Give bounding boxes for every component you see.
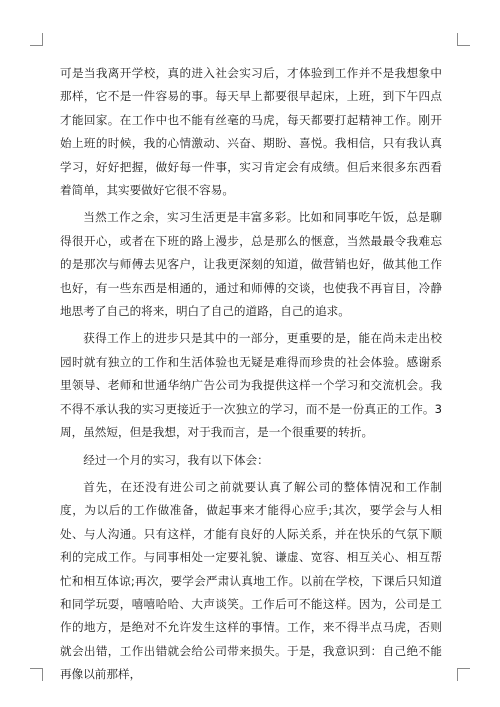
paragraph-2: 当然工作之余，实习生活更是丰富多彩。比如和同事吃午饭，总是聊得很开心，或者在下班的路上漫步，总是那么的惬意，当然最最令我难忘的是那次与师傅去见客户，让我更深刻的知道，做营销也好，做其他工作也好，有一些东西是相通的，通过和师傅的交谈，也使我不再盲目，冷静地思考了自己的将来，明白了自己的道路，自己的追求。 [60, 210, 442, 319]
paragraph-4: 经过一个月的实习，我有以下体会： [83, 452, 269, 467]
page-corner-mark-top-right [457, 33, 470, 46]
paragraph-3: 获得工作上的进步只是其中的一部分，更重要的是，能在尚未走出校园时就有独立的工作和生活体验也无疑是难得而珍贵的社会体验。感谢系里领导、老师和世通华纳广告公司为我提供这样一个学习和交流机会。我不得不承认我的实习更接近于一次独立的学习，而不是一份真正的工作。3周，虽然短，但是我想，对于我而言，是一个很重要的转折。 [60, 331, 442, 440]
page-corner-mark-top-left [30, 33, 43, 46]
document-body [60, 62, 442, 687]
page-corner-mark-bottom-right [457, 668, 470, 681]
paragraph-1: 可是当我离开学校，真的进入社会实习后，才体验到工作并不是我想象中那样，它不是一件容易的事。每天早上都要很早起床，上班，到下午四点才能回家。在工作中也不能有丝毫的马虎，每天都要打起精神工作。刚开始上班的时候，我的心情激动、兴奋、期盼、喜悦。我相信，只有我认真学习，好好把握，做好每一件事，实习肯定会有成绩。但后来很多东西看着简单，其实要做好它很不容易。 [60, 66, 442, 198]
page-corner-mark-bottom-left [30, 668, 43, 681]
paragraph-5: 首先，在还没有进公司之前就要认真了解公司的整体情况和工作制度，为以后的工作做准备，做起事来才能得心应手;其次，要学会与人相处、与人沟通。只有这样，才能有良好的人际关系，并在快乐的气氛下顺利的完成工作。与同事相处一定要礼貌、谦虚、宽容、相互关心、相互帮忙和相互体谅;再次，要学会严肃认真地工作。以前在学校，下课后只知道和同学玩耍，嘻嘻哈哈、大声谈笑。工作后可不能这样。因为，公司是工作的地方，是绝对不允许发生这样的事情。工作，来不得半点马虎，否则就会出错，工作出错就会给公司带来损失。于是，我意识到：自己绝不能再像以前那样， [60, 479, 442, 682]
